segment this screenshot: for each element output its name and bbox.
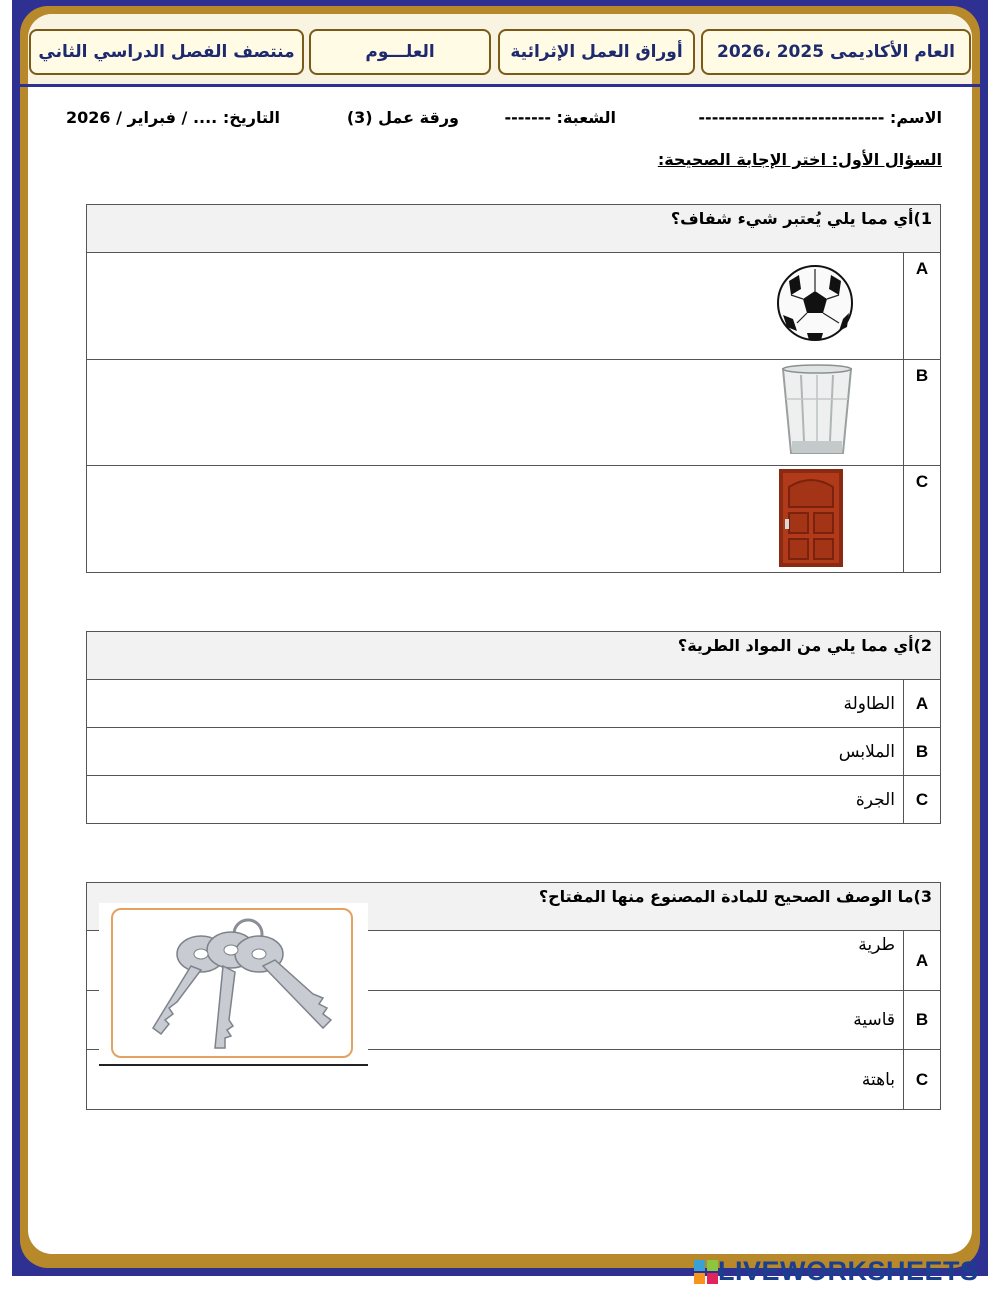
subject-box: العلـــوم: [309, 29, 491, 75]
question-2-option-c[interactable]: [87, 776, 941, 824]
question-2-table: [86, 631, 941, 824]
keys-image: [113, 910, 351, 1056]
option-letter: A: [904, 931, 941, 991]
wooden-door-image: [771, 467, 851, 567]
option-text[interactable]: الجرة: [87, 776, 904, 824]
glass-cup-image: [777, 363, 857, 459]
option-letter: B: [904, 991, 941, 1050]
option-text[interactable]: الملابس: [87, 728, 904, 776]
question-1-option-c[interactable]: [87, 466, 941, 573]
option-text[interactable]: باهتة: [87, 1050, 904, 1110]
option-image-cell[interactable]: [87, 466, 904, 573]
question-1-option-a[interactable]: [87, 253, 941, 360]
keys-image-container: [99, 903, 368, 1066]
liveworksheets-logo: [694, 1256, 979, 1287]
option-image-cell[interactable]: [87, 253, 904, 360]
header-divider: [12, 84, 988, 87]
question-3-text: 3)ما الوصف الصحيح للمادة المصنوع منها المفتاح؟: [87, 883, 941, 931]
question-2-option-a[interactable]: [87, 680, 941, 728]
section-title: السؤال الأول: اختر الإجابة الصحيحة:: [657, 150, 942, 169]
enrichment-sheets-box: أوراق العمل الإثرائية: [498, 29, 695, 75]
question-1-option-b[interactable]: [87, 360, 941, 466]
term-box: منتصف الفصل الدراسي الثاني: [29, 29, 304, 75]
academic-year-box: العام الأكاديمى 2025 ،2026: [701, 29, 971, 75]
option-text[interactable]: قاسية: [87, 991, 904, 1050]
option-letter: B: [904, 728, 941, 776]
liveworksheets-brand: LIVEWORKSHEETS: [718, 1256, 979, 1286]
date-field: التاريخ: .... / فبراير / 2026: [66, 108, 280, 127]
option-text[interactable]: طرية: [87, 931, 904, 991]
option-letter: B: [904, 360, 941, 466]
liveworksheets-logo-icon: [694, 1260, 718, 1284]
option-letter: A: [904, 680, 941, 728]
option-letter: C: [904, 1050, 941, 1110]
option-letter: C: [904, 776, 941, 824]
option-image-cell[interactable]: [87, 360, 904, 466]
worksheet-number: ورقة عمل (3): [346, 108, 459, 127]
option-letter: A: [904, 253, 941, 360]
option-text[interactable]: الطاولة: [87, 680, 904, 728]
section-field[interactable]: الشعبة: -------: [504, 108, 616, 127]
option-letter: C: [904, 466, 941, 573]
soccer-ball-image: [777, 261, 857, 347]
question-1-table: [86, 204, 941, 573]
keys-image-frame: [111, 908, 353, 1058]
student-name-field[interactable]: الاسم: ----------------------------: [698, 108, 942, 127]
question-2-option-b[interactable]: [87, 728, 941, 776]
question-1-text: 1)أي مما يلي يُعتبر شيء شفاف؟: [87, 205, 941, 253]
question-2-text: 2)أي مما يلي من المواد الطرية؟: [87, 632, 941, 680]
